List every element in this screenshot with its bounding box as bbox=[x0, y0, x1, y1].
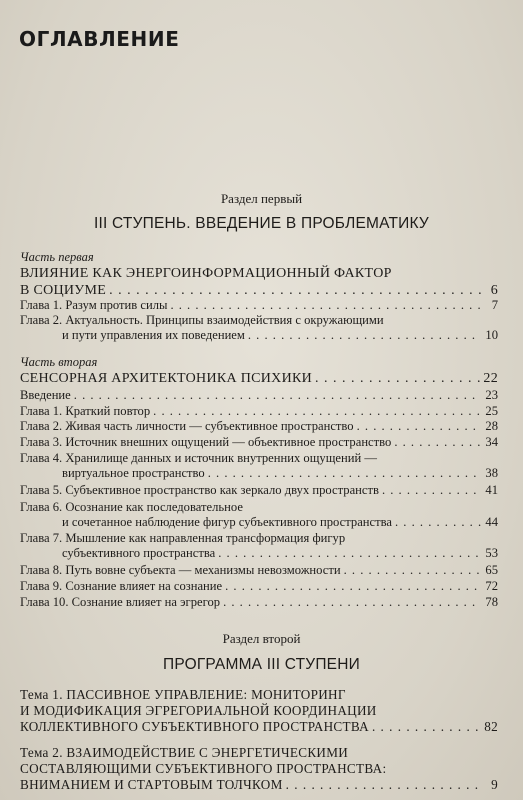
toc-entry-ch4-line1[interactable]: Глава 4. Хранилище данных и источник внутренних ощущений — bbox=[20, 451, 377, 465]
section-2-label: Раздел второй bbox=[222, 631, 301, 646]
section-1-label: Раздел первый bbox=[220, 191, 303, 206]
toc-entry-part1-ch2-line1[interactable]: Глава 2. Актуальность. Принципы взаимодействия с окружающими bbox=[20, 313, 384, 327]
toc-entry-ch1[interactable]: Глава 1. Краткий повтор . . . 25 bbox=[20, 404, 498, 420]
toc-entry-ch6-line2[interactable]: и сочетанное наблюдение фигур субъективного пространства . . . 44 bbox=[20, 515, 498, 531]
toc-entry-ch7-line1[interactable]: Глава 7. Мышление как направленная трансформация фигур bbox=[20, 531, 346, 545]
page-number: 34 bbox=[485, 435, 498, 449]
toc-entry-ch8[interactable]: Глава 8. Путь вовне субъекта — механизмы невозможности . . . 65 bbox=[20, 563, 498, 579]
section-2-title: ПРОГРАММА III СТУПЕНИ bbox=[163, 656, 360, 673]
page-number: 28 bbox=[485, 419, 498, 433]
leader-dots bbox=[315, 371, 480, 385]
part-2-label: Часть вторая bbox=[20, 355, 98, 369]
toc-entry-ch5[interactable]: Глава 5. Субъективное пространство как зеркало двух пространств . . . 41 bbox=[20, 483, 498, 499]
page-number: 6 bbox=[490, 283, 498, 298]
leader-dots bbox=[344, 563, 481, 576]
page-number: 22 bbox=[483, 371, 498, 386]
leader-dots bbox=[248, 328, 481, 341]
toc-topic1-line1[interactable]: Тема 1. ПАССИВНОЕ УПРАВЛЕНИЕ: МОНИТОРИНГ bbox=[20, 687, 346, 702]
leader-dots bbox=[223, 595, 481, 608]
toc-entry-ch7-line2[interactable]: субъективного пространства . . . 53 bbox=[20, 546, 498, 562]
toc-entry-ch3[interactable]: Глава 3. Источник внешних ощущений — объективное пространство . . . 34 bbox=[20, 435, 498, 451]
section-1-title: III СТУПЕНЬ. ВВЕДЕНИЕ В ПРОБЛЕМАТИКУ bbox=[94, 215, 429, 232]
page-number: 44 bbox=[485, 515, 498, 529]
page-number: 53 bbox=[485, 546, 498, 560]
leader-dots bbox=[153, 404, 481, 417]
leader-dots bbox=[394, 435, 481, 448]
toc-topic2-line3[interactable]: ВНИМАНИЕМ И СТАРТОВЫМ ТОЛЧКОМ . . . 9 bbox=[20, 777, 498, 793]
leader-dots bbox=[357, 419, 481, 432]
leader-dots bbox=[286, 777, 481, 790]
page-number: 82 bbox=[484, 719, 498, 734]
page-number: 72 bbox=[485, 579, 498, 593]
page-number: 9 bbox=[491, 777, 498, 792]
leader-dots bbox=[395, 515, 481, 528]
toc-entry-ch9[interactable]: Глава 9. Сознание влияет на сознание . . . 72 bbox=[20, 579, 498, 595]
page-number: 65 bbox=[485, 563, 498, 577]
toc-entry-ch6-line1[interactable]: Глава 6. Осознание как последовательное bbox=[20, 500, 243, 514]
page-number: 23 bbox=[485, 388, 498, 402]
toc-topic2-line1[interactable]: Тема 2. ВЗАИМОДЕЙСТВИЕ С ЭНЕРГЕТИЧЕСКИМИ bbox=[20, 745, 349, 760]
toc-entry-part1-ch2-line2[interactable]: и пути управления их поведением . . . 10 bbox=[20, 328, 498, 344]
toc-entry-part1-ch1[interactable]: Глава 1. Разум против силы . . . 7 bbox=[20, 298, 498, 314]
page-title: ОГЛАВЛЕНИЕ bbox=[19, 27, 180, 51]
page-number: 10 bbox=[485, 328, 498, 342]
leader-dots bbox=[74, 388, 481, 401]
part-1-label: Часть первая bbox=[20, 250, 94, 264]
page-number: 7 bbox=[491, 298, 498, 312]
leader-dots bbox=[372, 719, 481, 732]
toc-topic1-line2[interactable]: И МОДИФИКАЦИЯ ЭГРЕГОРИАЛЬНОЙ КООРДИНАЦИИ bbox=[20, 703, 377, 718]
page-number: 38 bbox=[485, 466, 498, 480]
toc-entry-ch2[interactable]: Глава 2. Живая часть личности — субъективное пространство . . . 28 bbox=[20, 419, 498, 435]
leader-dots bbox=[382, 483, 481, 496]
leader-dots bbox=[170, 298, 481, 311]
part-2-title[interactable]: СЕНСОРНАЯ АРХИТЕКТОНИКА ПСИХИКИ . . . 22 bbox=[20, 371, 498, 387]
page-number: 78 bbox=[485, 595, 498, 609]
part-1-title-line1: ВЛИЯНИЕ КАК ЭНЕРГОИНФОРМАЦИОННЫЙ ФАКТОР bbox=[20, 266, 392, 281]
leader-dots bbox=[109, 283, 481, 297]
toc-entry-ch4-line2[interactable]: виртуальное пространство . . . 38 bbox=[20, 466, 498, 482]
toc-topic1-line3[interactable]: КОЛЛЕКТИВНОГО СУБЪЕКТИВНОГО ПРОСТРАНСТВА . . . 82 bbox=[20, 719, 498, 735]
toc-entry-ch10[interactable]: Глава 10. Сознание влияет на эгрегор . . . 78 bbox=[20, 595, 498, 611]
leader-dots bbox=[218, 546, 481, 559]
page-number: 41 bbox=[485, 483, 498, 497]
toc-topic2-line2[interactable]: СОСТАВЛЯЮЩИМИ СУБЪЕКТИВНОГО ПРОСТРАНСТВА: bbox=[20, 761, 387, 776]
toc-entry-intro[interactable]: Введение . . . 23 bbox=[20, 388, 498, 404]
page-number: 25 bbox=[485, 404, 498, 418]
part-1-title-line2[interactable]: В СОЦИУМЕ . . . 6 bbox=[20, 283, 498, 299]
leader-dots bbox=[225, 579, 481, 592]
leader-dots bbox=[208, 466, 481, 479]
